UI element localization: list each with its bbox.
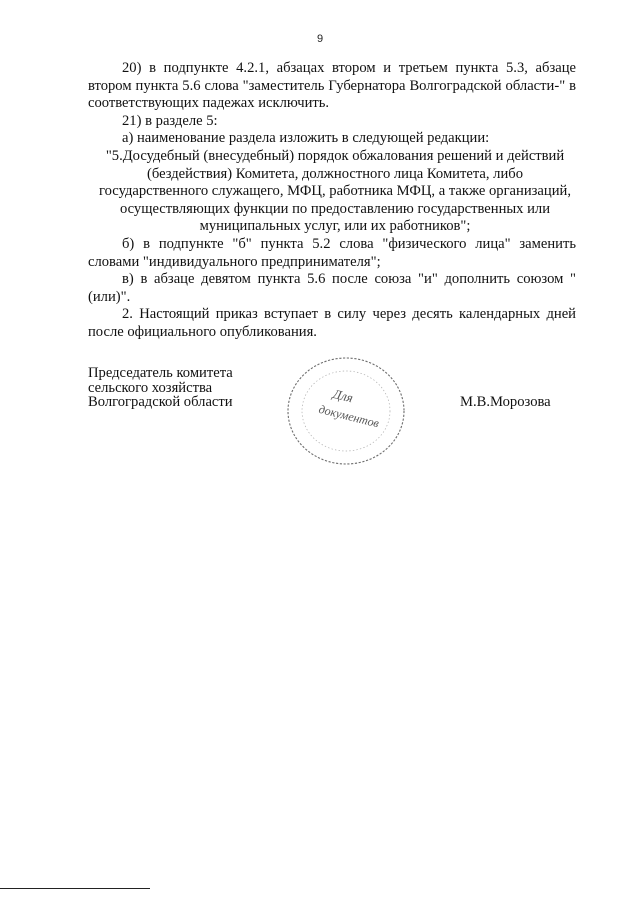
paragraph-subitem-b: б) в подпункте "б" пункта 5.2 слова "физического лица" заменить словами "индивидуального предпринимателя"; [88, 235, 576, 270]
paragraph-section-title-quote: "5.Досудебный (внесудебный) порядок обжалования решений и действий (бездействия) Комитета, должностного лица Комитета, либо государственного служащего, МФЦ, работника МФЦ, а также организаций, осуществляющих функции по предоставлению государственных или муниципальных услуг, или их работников"; [99, 147, 571, 235]
paragraph-subitem-v: в) в абзаце девятом пункта 5.6 после союза "и" дополнить союзом "(или)". [88, 271, 576, 305]
document-body [88, 60, 576, 342]
signatory-title [88, 366, 258, 410]
signatory-name: М.В.Морозова [460, 394, 551, 410]
signatory-title-line: Председатель комитета [88, 365, 233, 381]
signatory-title-line: сельского хозяйства [88, 379, 213, 396]
stamp-text-line2: документов [317, 401, 381, 431]
signatory-title-line: Волгоградской области [88, 394, 233, 410]
paragraph-item-21: 21) в разделе 5: [122, 112, 218, 129]
stamp-text-line1: Для [331, 385, 355, 406]
paragraph-item-20: 20) в подпункте 4.2.1, абзацах втором и третьем пункта 5.3, абзаце втором пункта 5.6 слова "заместитель Губернатора Волгоградской области-" в соответствующих падежах исключить. [88, 60, 576, 112]
paragraph-effective-date: 2. Настоящий приказ вступает в силу через десять календарных дней после официального опубликования. [88, 306, 576, 340]
footnote-divider [0, 888, 150, 889]
stamp-seal [282, 352, 410, 470]
paragraph-subitem-a: а) наименование раздела изложить в следующей редакции: [122, 130, 490, 147]
page-number: 9 [316, 33, 324, 45]
